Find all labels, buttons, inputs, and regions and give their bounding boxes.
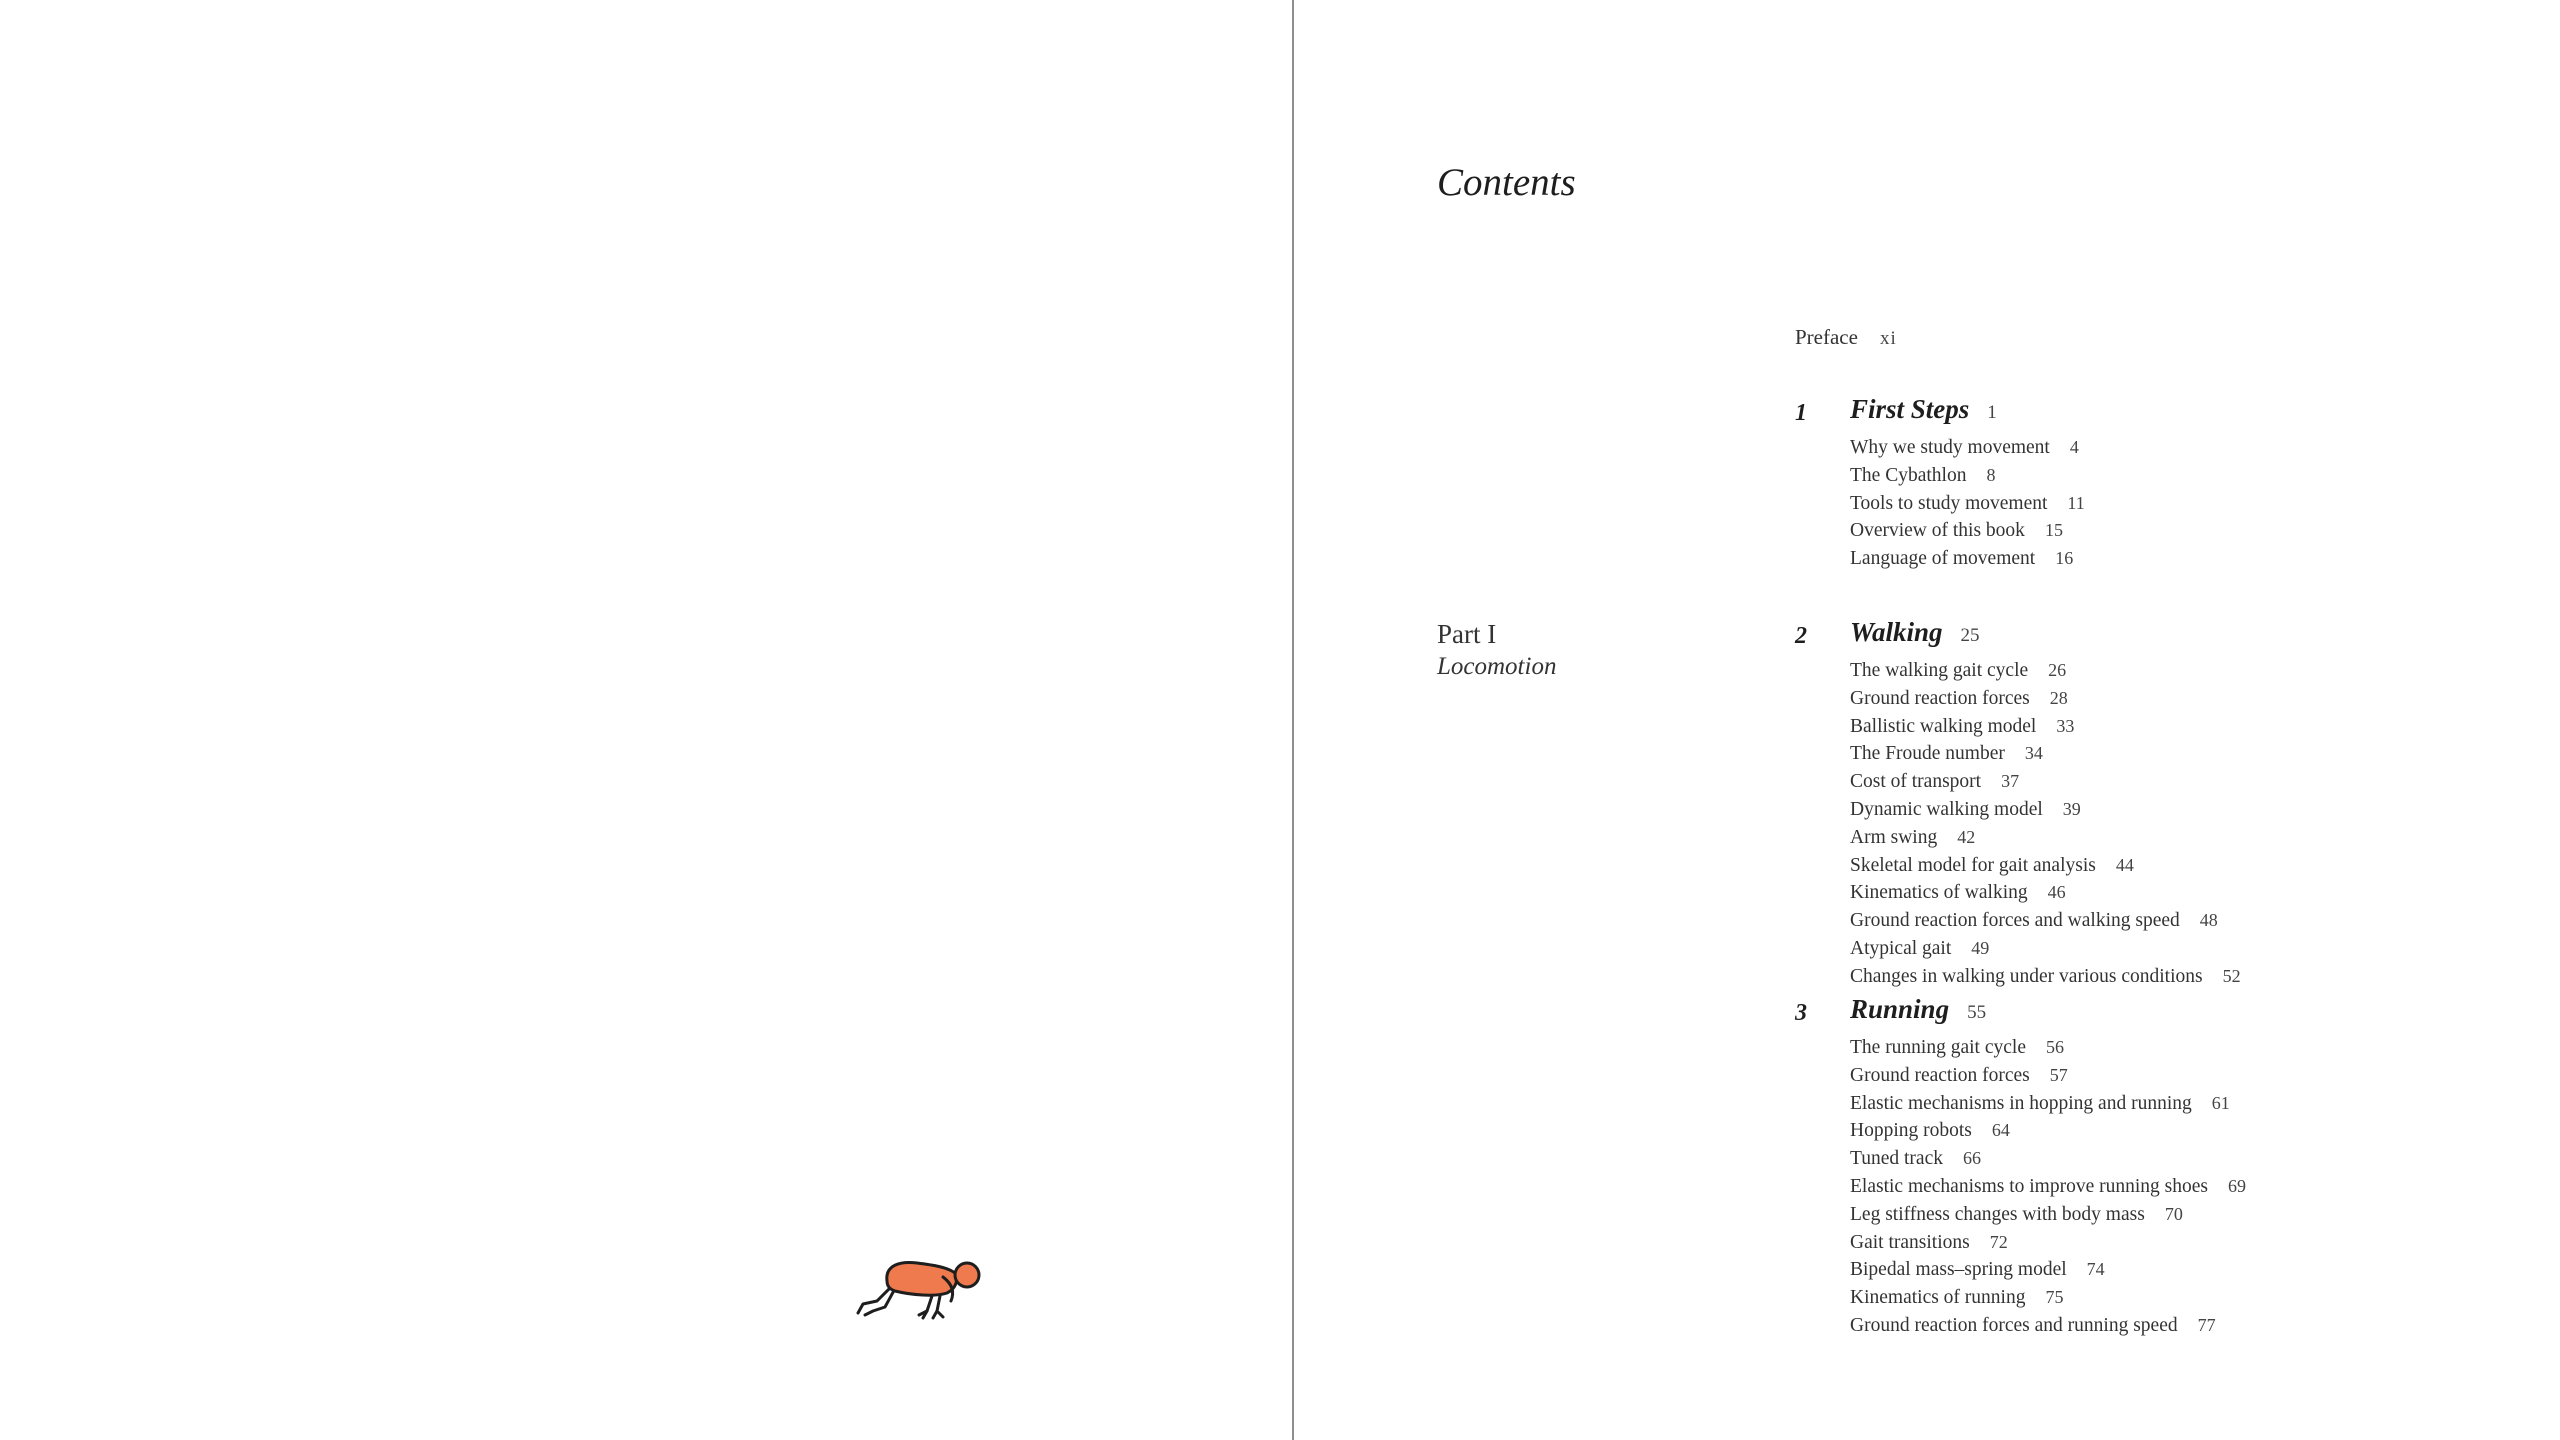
section-title: Bipedal mass–spring model bbox=[1850, 1259, 2067, 1281]
section-page: 46 bbox=[2047, 882, 2066, 903]
toc-section-entry[interactable] bbox=[1850, 1173, 2246, 1201]
section-title: Ground reaction forces and walking speed bbox=[1850, 910, 2180, 932]
chapter-heading[interactable] bbox=[1795, 994, 2191, 1034]
section-title: Arm swing bbox=[1850, 826, 1938, 848]
toc-chapter-2 bbox=[1795, 617, 2241, 991]
section-title: Kinematics of running bbox=[1850, 1287, 2026, 1309]
section-page: 74 bbox=[2086, 1259, 2105, 1280]
section-title: Skeletal model for gait analysis bbox=[1850, 854, 2096, 876]
crawling-figure-icon bbox=[855, 1255, 990, 1335]
chapter-number: 1 bbox=[1795, 400, 1807, 426]
toc-section-entry[interactable] bbox=[1850, 796, 2241, 824]
section-page: 34 bbox=[2024, 743, 2043, 764]
contents-title: Contents bbox=[1437, 161, 1576, 204]
section-title: Changes in walking under various conditions bbox=[1850, 965, 2203, 987]
section-list bbox=[1850, 434, 2085, 573]
section-title: Elastic mechanisms in hopping and running bbox=[1850, 1092, 2192, 1114]
chapter-page: 55 bbox=[1967, 1002, 1987, 1023]
section-page: 39 bbox=[2062, 798, 2081, 819]
section-title: Language of movement bbox=[1850, 548, 2036, 570]
toc-section-entry[interactable] bbox=[1850, 1034, 2246, 1062]
section-page: 4 bbox=[2069, 437, 2079, 457]
chapter-title bbox=[1850, 994, 1986, 1025]
section-page: 75 bbox=[2045, 1287, 2064, 1308]
toc-section-entry[interactable] bbox=[1850, 1201, 2246, 1229]
toc-section-entry[interactable] bbox=[1850, 963, 2241, 991]
section-page: 15 bbox=[2044, 520, 2063, 541]
chapter-title-text: Running bbox=[1850, 994, 1950, 1024]
section-page: 61 bbox=[2211, 1092, 2230, 1113]
toc-section-entry[interactable] bbox=[1850, 713, 2241, 741]
section-page: 33 bbox=[2056, 715, 2075, 736]
section-page: 64 bbox=[1991, 1120, 2010, 1141]
section-page: 8 bbox=[1986, 464, 1996, 485]
section-title: Ground reaction forces and running speed bbox=[1850, 1314, 2178, 1336]
section-title: Tuned track bbox=[1850, 1148, 1943, 1170]
section-title: The running gait cycle bbox=[1850, 1037, 2026, 1058]
toc-section-entry[interactable] bbox=[1850, 935, 2241, 963]
chapter-title-text: Walking bbox=[1850, 617, 1943, 647]
toc-section-entry[interactable] bbox=[1850, 852, 2241, 880]
toc-section-entry[interactable] bbox=[1850, 545, 2085, 573]
section-list bbox=[1850, 1034, 2246, 1340]
toc-section-entry[interactable] bbox=[1850, 685, 2241, 713]
section-page: 52 bbox=[2222, 965, 2241, 986]
chapter-title-text: First Steps bbox=[1850, 394, 1970, 424]
section-title: Elastic mechanisms to improve running shoes bbox=[1850, 1175, 2208, 1197]
section-page: 26 bbox=[2048, 660, 2067, 680]
section-page: 66 bbox=[1962, 1148, 1981, 1169]
section-page: 69 bbox=[2227, 1175, 2246, 1196]
section-title: Cost of transport bbox=[1850, 771, 1982, 793]
toc-section-entry[interactable] bbox=[1850, 768, 2241, 796]
toc-chapter-3 bbox=[1795, 994, 2246, 1340]
toc-section-entry[interactable] bbox=[1850, 1145, 2246, 1173]
toc-section-entry[interactable] bbox=[1850, 1062, 2246, 1090]
section-page: 57 bbox=[2049, 1064, 2068, 1085]
toc-section-entry[interactable] bbox=[1850, 657, 2241, 685]
chapter-title bbox=[1850, 617, 1980, 648]
toc-section-entry[interactable] bbox=[1850, 1256, 2246, 1284]
chapter-title bbox=[1850, 394, 1997, 425]
section-page: 77 bbox=[2197, 1314, 2216, 1335]
section-page: 28 bbox=[2049, 687, 2068, 708]
chapter-heading[interactable] bbox=[1795, 617, 2186, 657]
toc-section-entry[interactable] bbox=[1850, 462, 2085, 490]
section-page: 42 bbox=[1957, 826, 1976, 847]
section-title: Why we study movement bbox=[1850, 437, 2050, 458]
section-title: Gait transitions bbox=[1850, 1231, 1970, 1253]
section-page: 16 bbox=[2055, 548, 2074, 569]
toc-section-entry[interactable] bbox=[1850, 517, 2085, 545]
section-title: Ground reaction forces bbox=[1850, 1064, 2030, 1086]
preface-page: xi bbox=[1879, 328, 1897, 349]
toc-preface-entry[interactable] bbox=[1795, 325, 1897, 350]
chapter-number: 2 bbox=[1795, 623, 1807, 649]
section-title: Ground reaction forces bbox=[1850, 687, 2030, 709]
section-page: 49 bbox=[1971, 937, 1990, 958]
part-heading bbox=[1437, 617, 1556, 683]
toc-section-entry[interactable] bbox=[1850, 1229, 2246, 1257]
section-page: 56 bbox=[2045, 1037, 2064, 1057]
toc-section-entry[interactable] bbox=[1850, 434, 2085, 462]
toc-section-entry[interactable] bbox=[1850, 879, 2241, 907]
section-title: The Cybathlon bbox=[1850, 464, 1967, 486]
preface-label: Preface bbox=[1795, 325, 1858, 349]
section-title: Hopping robots bbox=[1850, 1120, 1972, 1142]
chapter-heading[interactable] bbox=[1795, 394, 2030, 434]
section-page: 11 bbox=[2067, 492, 2085, 513]
section-page: 37 bbox=[2001, 771, 2020, 792]
toc-section-entry[interactable] bbox=[1850, 740, 2241, 768]
section-title: The walking gait cycle bbox=[1850, 660, 2029, 681]
section-title: The Froude number bbox=[1850, 743, 2005, 765]
section-page: 44 bbox=[2115, 854, 2134, 875]
section-list bbox=[1850, 657, 2241, 991]
toc-section-entry[interactable] bbox=[1850, 907, 2241, 935]
chapter-page: 1 bbox=[1987, 402, 1997, 423]
toc-chapter-1 bbox=[1795, 394, 2085, 573]
chapter-page: 25 bbox=[1960, 625, 1980, 646]
toc-section-entry[interactable] bbox=[1850, 1090, 2246, 1118]
toc-section-entry[interactable] bbox=[1850, 1284, 2246, 1312]
toc-section-entry[interactable] bbox=[1850, 490, 2085, 518]
section-title: Kinematics of walking bbox=[1850, 882, 2028, 904]
chapter-number: 3 bbox=[1795, 1000, 1807, 1026]
section-title: Ballistic walking model bbox=[1850, 715, 2037, 737]
section-page: 72 bbox=[1989, 1231, 2008, 1252]
part-number: Part I bbox=[1437, 619, 1497, 649]
toc-section-entry[interactable] bbox=[1850, 1117, 2246, 1145]
part-title: Locomotion bbox=[1437, 653, 1557, 680]
section-title: Tools to study movement bbox=[1850, 492, 2048, 514]
section-page: 48 bbox=[2199, 910, 2218, 931]
section-page: 70 bbox=[2164, 1203, 2183, 1224]
section-title: Dynamic walking model bbox=[1850, 798, 2043, 820]
section-title: Atypical gait bbox=[1850, 937, 1952, 959]
toc-section-entry[interactable] bbox=[1850, 1312, 2246, 1340]
section-title: Overview of this book bbox=[1850, 520, 2025, 542]
toc-section-entry[interactable] bbox=[1850, 824, 2241, 852]
section-title: Leg stiffness changes with body mass bbox=[1850, 1203, 2145, 1225]
